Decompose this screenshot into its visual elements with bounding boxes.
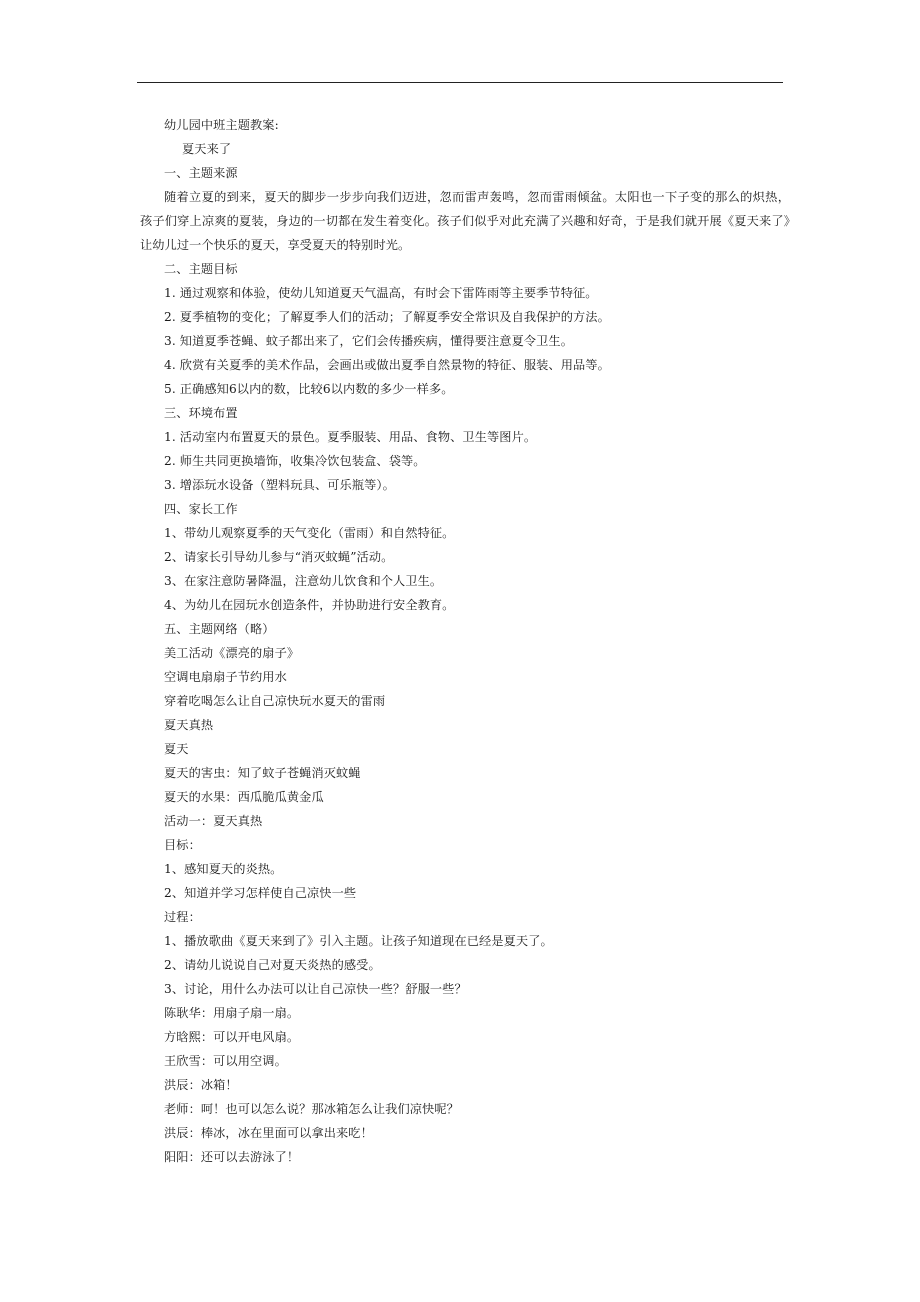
- section-title: 五、主题网络（略）: [164, 622, 275, 636]
- section-title: 三、环境布置: [164, 406, 238, 420]
- list-item: 3. 知道夏季苍蝇、蚊子都出来了，它们会传播疾病，懂得要注意夏令卫生。: [164, 334, 574, 348]
- process-label: 过程：: [164, 910, 201, 924]
- list-item: 4. 欣赏有关夏季的美术作品，会画出或做出夏季自然景物的特征、服装、用品等。: [164, 358, 610, 372]
- list-item: 2、请幼儿说说自己对夏天炎热的感受。: [164, 958, 381, 972]
- list-item: 2、请家长引导幼儿参与“消灭蚊蝇”活动。: [164, 550, 394, 564]
- list-item: 3. 增添玩水设备（塑料玩具、可乐瓶等）。: [164, 478, 395, 492]
- goal-label: 目标：: [164, 838, 201, 852]
- dialogue-line: 阳阳：还可以去游泳了！: [164, 1150, 300, 1164]
- header-rule: [137, 82, 783, 83]
- list-item: 美工活动《漂亮的扇子》: [164, 646, 300, 660]
- document-title: 夏天来了: [182, 142, 232, 156]
- list-item: 夏天的害虫：知了蚊子苍蝇消灭蚊蝇: [164, 766, 361, 780]
- list-item: 1、播放歌曲《夏天来到了》引入主题。让孩子知道现在已经是夏天了。: [164, 934, 553, 948]
- list-item: 空调电扇扇子节约用水: [164, 670, 287, 684]
- list-item: 夏天的水果：西瓜脆瓜黄金瓜: [164, 790, 324, 804]
- list-item: 4、为幼儿在园玩水创造条件，并协助进行安全教育。: [164, 598, 455, 612]
- list-item: 2、知道并学习怎样使自己凉快一些: [164, 886, 357, 900]
- list-item: 5. 正确感知6以内的数，比较6以内数的多少一样多。: [164, 382, 454, 396]
- list-item: 2. 师生共同更换墙饰，收集冷饮包装盒、袋等。: [164, 454, 426, 468]
- list-item: 夏天真热: [164, 718, 214, 732]
- activity-title: 活动一：夏天真热: [164, 814, 263, 828]
- paragraph: 随着立夏的到来，夏天的脚步一步步向我们迈进，忽而雷声轰鸣，忽而雷雨倾盆。太阳也一下子变的那么的炽热，孩子们穿上凉爽的夏装，身边的一切都在发生着变化。孩子们似乎对此充满了兴趣和好奇，于是我们就开展《夏天来了》让幼儿过一个快乐的夏天，享受夏天的特别时光。: [140, 190, 790, 252]
- list-item: 3、讨论，用什么办法可以让自己凉快一些？舒服一些？: [164, 982, 467, 996]
- list-item: 1. 通过观察和体验，使幼儿知道夏天气温高，有时会下雷阵雨等主要季节特征。: [164, 286, 598, 300]
- list-item: 1、感知夏天的炎热。: [164, 862, 283, 876]
- list-item: 2. 夏季植物的变化；了解夏季人们的活动；了解夏季安全常识及自我保护的方法。: [164, 310, 610, 324]
- list-item: 3、在家注意防暑降温，注意幼儿饮食和个人卫生。: [164, 574, 443, 588]
- dialogue-line: 洪辰：冰箱！: [164, 1078, 238, 1092]
- document-heading: 幼儿园中班主题教案:: [164, 118, 279, 132]
- section-title: 一、主题来源: [164, 166, 238, 180]
- section-title: 四、家长工作: [164, 502, 238, 516]
- section-title: 二、主题目标: [164, 262, 238, 276]
- dialogue-line: 洪辰：棒冰，冰在里面可以拿出来吃！: [164, 1126, 373, 1140]
- dialogue-line: 王欣雪：可以用空调。: [164, 1054, 287, 1068]
- dialogue-line: 老师：呵！也可以怎么说？那冰箱怎么让我们凉快呢？: [164, 1102, 459, 1116]
- list-item: 夏天: [164, 742, 189, 756]
- list-item: 穿着吃喝怎么让自己凉快玩水夏天的雷雨: [164, 694, 386, 708]
- dialogue-line: 方晗熙：可以开电风扇。: [164, 1030, 300, 1044]
- list-item: 1、带幼儿观察夏季的天气变化（雷雨）和自然特征。: [164, 526, 455, 540]
- list-item: 1. 活动室内布置夏天的景色。夏季服装、用品、食物、卫生等图片。: [164, 430, 537, 444]
- dialogue-line: 陈耿华：用扇子扇一扇。: [164, 1006, 300, 1020]
